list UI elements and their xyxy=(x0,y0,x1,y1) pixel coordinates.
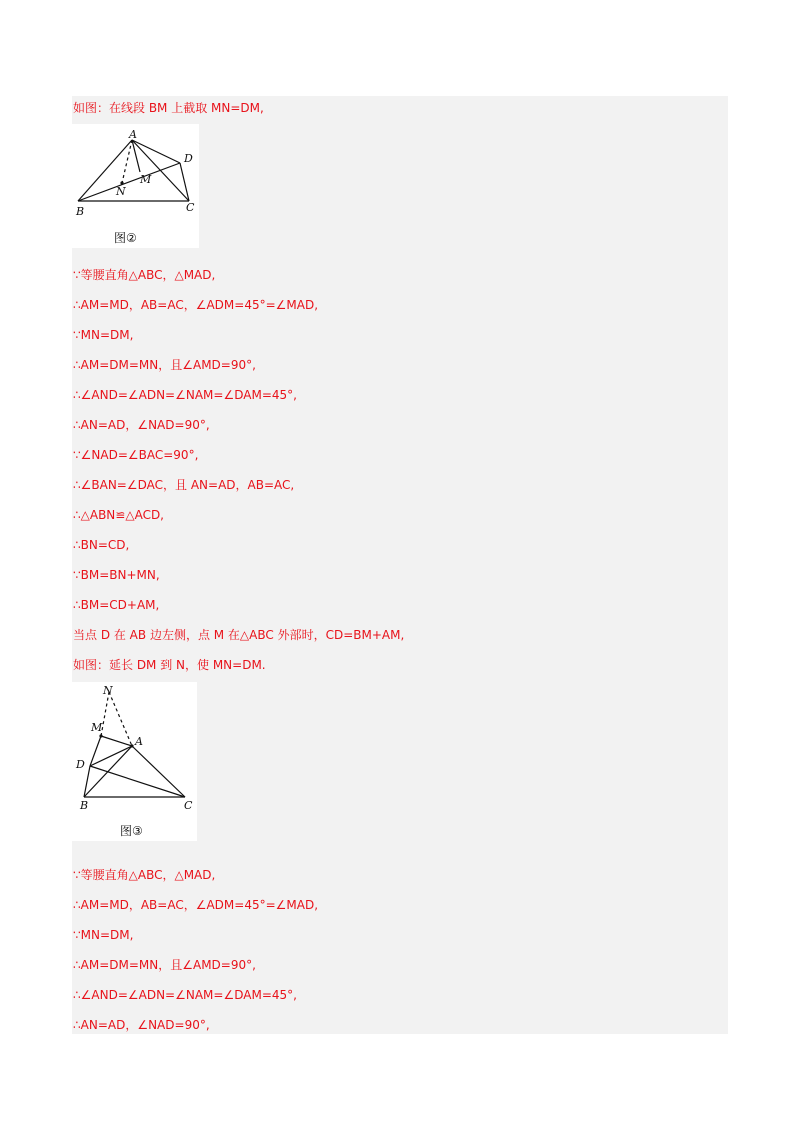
text-line: ∵MN=DM, xyxy=(73,928,134,942)
text-line: ∴AN=AD，∠NAD=90°, xyxy=(73,1018,210,1032)
text-line: ∴AM=MD，AB=AC，∠ADM=45°=∠MAD, xyxy=(73,298,319,312)
label-A: A xyxy=(135,735,143,748)
label-N: N xyxy=(103,684,113,697)
label-A: A xyxy=(129,128,137,141)
geometry-figure-2 xyxy=(72,124,199,248)
label-D: D xyxy=(184,152,193,165)
text-line: ∵等腰直角△ABC，△MAD, xyxy=(73,868,216,882)
figure-caption: 图② xyxy=(114,231,137,245)
text-line: ∴∠AND=∠ADN=∠NAM=∠DAM=45°, xyxy=(73,988,297,1002)
label-B: B xyxy=(76,205,85,218)
label-B: B xyxy=(80,799,89,812)
label-M: M xyxy=(140,173,152,186)
text-line: ∴AM=DM=MN，且∠AMD=90°, xyxy=(73,358,256,372)
label-C: C xyxy=(186,201,195,214)
text-line: ∴BN=CD, xyxy=(73,538,130,552)
label-M: M xyxy=(91,721,103,734)
text-line: ∴AM=MD，AB=AC，∠ADM=45°=∠MAD, xyxy=(73,898,319,912)
figure-caption: 图③ xyxy=(120,824,143,838)
text-line: ∴∠AND=∠ADN=∠NAM=∠DAM=45°, xyxy=(73,388,297,402)
text-line: ∴△ABN≌△ACD, xyxy=(73,508,164,522)
text-line: ∵∠NAD=∠BAC=90°, xyxy=(73,448,199,462)
text-line: ∵等腰直角△ABC，△MAD, xyxy=(73,268,216,282)
text-line: ∴∠BAN=∠DAC，且 AN=AD，AB=AC, xyxy=(73,478,295,492)
text-line: ∴AM=DM=MN，且∠AMD=90°, xyxy=(73,958,256,972)
text-line: 当点 D 在 AB 边左侧，点 M 在△ABC 外部时，CD=BM+AM, xyxy=(73,628,405,642)
text-line: ∵MN=DM, xyxy=(73,328,134,342)
text-line: ∵BM=BN+MN, xyxy=(73,568,160,582)
text-line: 如图：在线段 BM 上截取 MN=DM, xyxy=(73,101,264,115)
label-D: D xyxy=(76,758,85,771)
text-line: ∴BM=CD+AM, xyxy=(73,598,160,612)
label-C: C xyxy=(184,799,193,812)
text-line: ∴AN=AD，∠NAD=90°, xyxy=(73,418,210,432)
geometry-figure-3 xyxy=(72,682,197,841)
text-line: 如图：延长 DM 到 N，使 MN=DM. xyxy=(73,658,266,672)
label-N: N xyxy=(116,185,126,198)
